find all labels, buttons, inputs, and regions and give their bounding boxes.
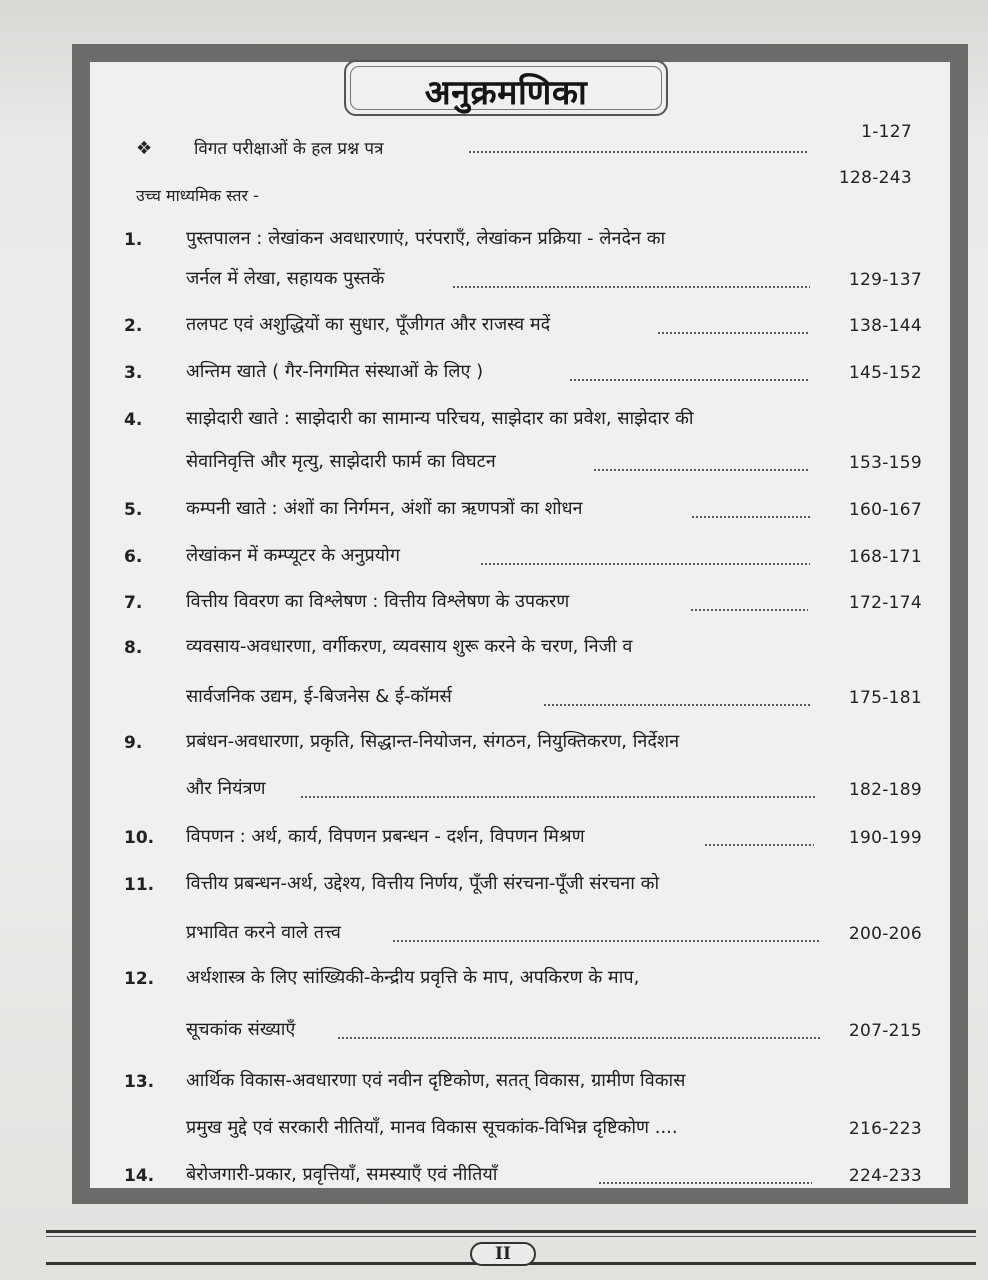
footer-rule-thin [46, 1236, 976, 1237]
entry-title-line-1: पुस्तपालन : लेखांकन अवधारणाएं, परंपराएँ, लेखांकन प्रक्रिया - लेनदेन का [186, 228, 666, 249]
entry-title-line-1: तलपट एवं अशुद्धियों का सुधार, पूँजीगत और राजस्व मदें [186, 314, 551, 335]
entry-title-line-2: प्रभावित करने वाले तत्त्व [186, 922, 341, 943]
entry-title-line-1: कम्पनी खाते : अंशों का निर्गमन, अंशों का ऋणपत्रों का शोधन [186, 498, 583, 519]
entry-title-line-1: बेरोजगारी-प्रकार, प्रवृत्तियाँ, समस्याएँ एवं नीतियाँ [186, 1164, 498, 1185]
entry-leader-dots [593, 469, 810, 471]
entry-number: 5. [124, 500, 143, 520]
entry-title-line-2: जर्नल में लेखा, सहायक पुस्तकें [186, 268, 385, 289]
entry-title-line-1: वित्तीय प्रबन्धन-अर्थ, उद्देश्य, वित्तीय निर्णय, पूँजी संरचना-पूँजी संरचना को [186, 873, 660, 894]
page-folio: II [495, 1244, 511, 1264]
page-title: अनुक्रमणिका [424, 73, 588, 113]
entry-leader-dots [392, 940, 820, 942]
footer-rule-top [46, 1230, 976, 1233]
folio-box [470, 1242, 536, 1266]
entry-pages: 216-223 [848, 1119, 922, 1139]
entry-title-line-2: प्रमुख मुद्दे एवं सरकारी नीतियाँ, मानव विकास सूचकांक-विभिन्न दृष्टिकोण .... [186, 1117, 678, 1138]
entry-number: 9. [124, 733, 143, 753]
entry-pages: 182-189 [848, 780, 922, 800]
entry-number: 6. [124, 547, 143, 567]
section-heading: उच्च माध्यमिक स्तर - [136, 186, 259, 205]
entry-title-line-2: सेवानिवृत्ति और मृत्यु, साझेदारी फार्म का विघटन [186, 451, 496, 472]
entry-number: 10. [124, 828, 155, 848]
entry-pages: 168-171 [848, 547, 922, 567]
entry-leader-dots [657, 332, 808, 334]
entry-leader-dots [480, 563, 810, 565]
entry-pages: 129-137 [848, 270, 922, 290]
entry-number: 12. [124, 969, 155, 989]
entry-pages: 200-206 [848, 924, 922, 944]
entry-leader-dots [598, 1182, 812, 1184]
entry-leader-dots [543, 704, 812, 706]
entry-leader-dots [704, 844, 814, 846]
entry-pages: 160-167 [848, 500, 922, 520]
entry-title-line-1: अन्तिम खाते ( गैर-निगमित संस्थाओं के लिए ) [186, 361, 484, 382]
entry-number: 13. [124, 1072, 155, 1092]
top-entry-leader [468, 151, 808, 153]
entry-number: 11. [124, 875, 155, 895]
entry-title-line-2: सूचकांक संख्याएँ [186, 1019, 296, 1040]
entry-title-line-1: आर्थिक विकास-अवधारणा एवं नवीन दृष्टिकोण, सतत् विकास, ग्रामीण विकास [186, 1070, 686, 1091]
entry-title-line-2: सार्वजनिक उद्यम, ई-बिजनेस & ई-कॉमर्स [186, 686, 452, 707]
entry-number: 8. [124, 638, 143, 658]
entry-leader-dots [300, 796, 816, 798]
entry-pages: 145-152 [848, 363, 922, 383]
top-entry-text: विगत परीक्षाओं के हल प्रश्न पत्र [194, 139, 384, 159]
entry-leader-dots [337, 1037, 820, 1039]
entry-pages: 172-174 [848, 593, 922, 613]
entry-number: 2. [124, 316, 143, 336]
entry-leader-dots [691, 516, 810, 518]
entry-title-line-2: और नियंत्रण [186, 778, 266, 799]
entry-number: 3. [124, 363, 143, 383]
top-entry-pages: 1-127 [861, 122, 912, 142]
entry-leader-dots [452, 286, 810, 288]
entry-pages: 138-144 [848, 316, 922, 336]
title-box [344, 60, 668, 116]
entry-number: 1. [124, 230, 143, 250]
entry-pages: 175-181 [848, 688, 922, 708]
entry-title-line-1: व्यवसाय-अवधारणा, वर्गीकरण, व्यवसाय शुरू करने के चरण, निजी व [186, 636, 633, 657]
entry-number: 7. [124, 593, 143, 613]
entry-number: 14. [124, 1166, 155, 1186]
entry-title-line-1: विपणन : अर्थ, कार्य, विपणन प्रबन्धन - दर्शन, विपणन मिश्रण [186, 826, 585, 847]
entry-leader-dots [690, 609, 808, 611]
entry-pages: 207-215 [848, 1021, 922, 1041]
entry-number: 4. [124, 410, 143, 430]
entry-title-line-1: वित्तीय विवरण का विश्लेषण : वित्तीय विश्लेषण के उपकरण [186, 591, 570, 612]
section-pages: 128-243 [838, 168, 912, 188]
entry-title-line-1: साझेदारी खाते : साझेदारी का सामान्य परिचय, साझेदार का प्रवेश, साझेदार की [186, 408, 694, 429]
entry-title-line-1: अर्थशास्त्र के लिए सांख्यिकी-केन्द्रीय प्रवृत्ति के माप, अपकिरण के माप, [186, 967, 640, 988]
entry-leader-dots [569, 379, 808, 381]
entry-title-line-1: लेखांकन में कम्प्यूटर के अनुप्रयोग [186, 545, 400, 566]
entry-pages: 153-159 [848, 453, 922, 473]
entry-pages: 224-233 [848, 1166, 922, 1186]
entry-title-line-1: प्रबंधन-अवधारणा, प्रकृति, सिद्धान्त-नियोजन, संगठन, नियुक्तिकरण, निर्देशन [186, 731, 680, 752]
diamond-bullet-icon: ❖ [136, 138, 153, 159]
entry-pages: 190-199 [848, 828, 922, 848]
